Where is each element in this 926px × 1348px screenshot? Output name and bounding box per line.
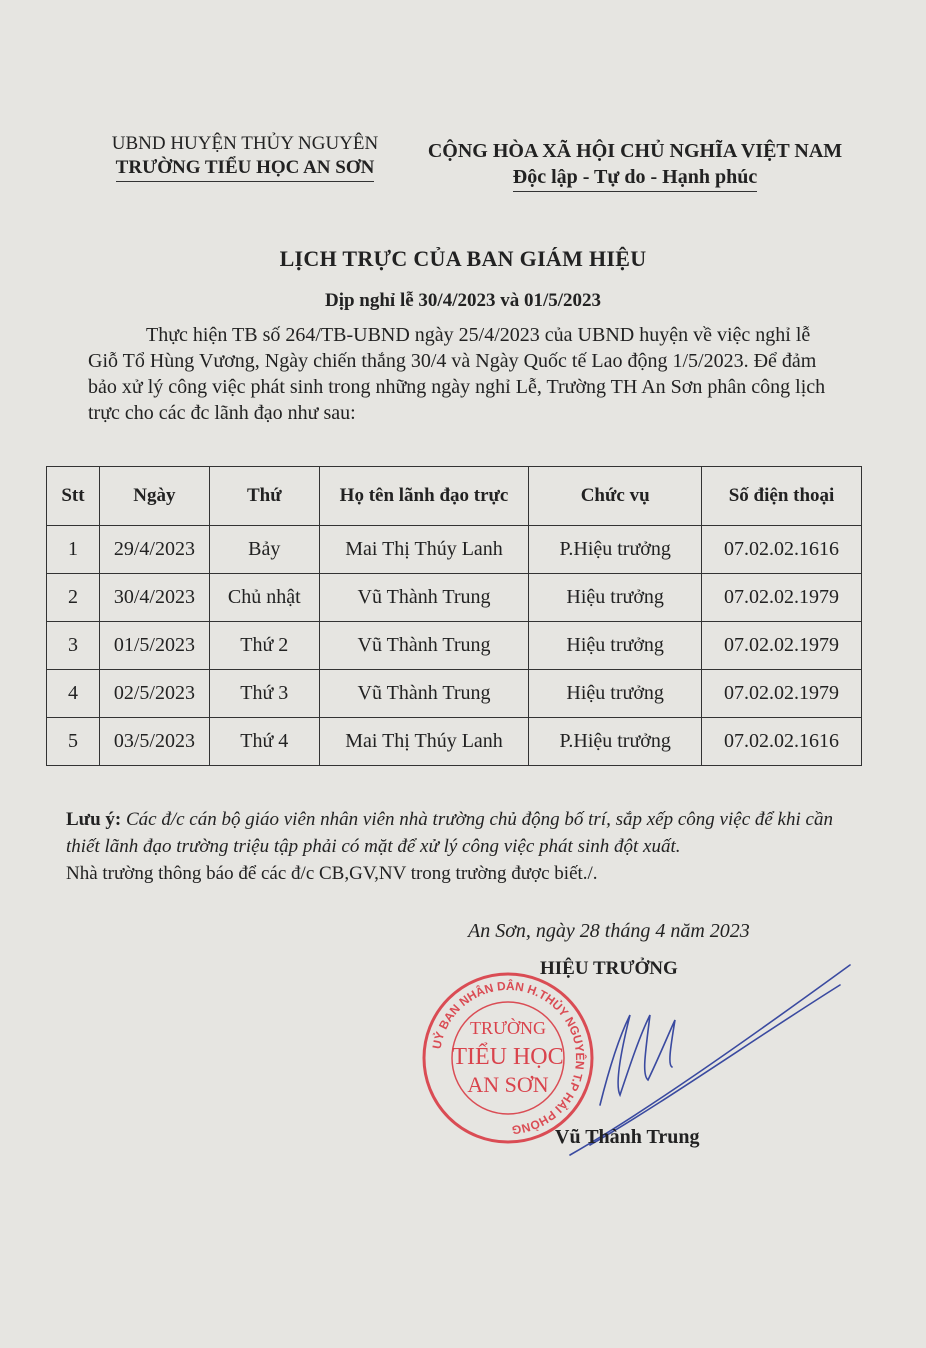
document-subtitle: Dịp nghỉ lễ 30/4/2023 và 01/5/2023 (324, 290, 602, 311)
table-row (47, 718, 862, 766)
signer-name: Vũ Thành Trung (555, 1126, 700, 1148)
seal-line-1: TRƯỜNG (470, 1018, 546, 1038)
table-cell: Vũ Thành Trung (319, 622, 529, 670)
table-cell: Mai Thị Thúy Lanh (319, 526, 529, 574)
column-header: Số điện thoại (702, 467, 862, 526)
seal-line-3: AN SƠN (467, 1072, 549, 1097)
table-header-row (47, 467, 862, 526)
table-row (47, 670, 862, 718)
table-cell: 07.02.02.1979 (702, 574, 862, 622)
issuing-authority (90, 132, 400, 182)
note-section (66, 806, 836, 887)
table-cell: 07.02.02.1616 (702, 718, 862, 766)
note-label: Lưu ý: (66, 809, 122, 830)
agency-name: UBND HUYỆN THỦY NGUYÊN (111, 133, 379, 154)
motto: Độc lập - Tự do - Hạnh phúc (415, 164, 855, 192)
table-cell: 02/5/2023 (99, 670, 209, 718)
table-cell: Bảy (209, 526, 319, 574)
intro-paragraph: Thực hiện TB số 264/TB-UBND ngày 25/4/2023 của UBND huyện về việc nghỉ lễ Giỗ Tổ Hùng Vương, Ngày chiến thắng 30/4 và Ngày Quốc tế Lao động 1/5/2023. Để đảm bảo xử lý công việc phát sinh trong những ngày nghỉ Lễ, Trường TH An Sơn phân công lịch trực cho các đc lãnh đạo như sau: (88, 324, 826, 424)
table-cell: Hiệu trưởng (529, 670, 702, 718)
table-cell: 03/5/2023 (99, 718, 209, 766)
table-cell: 07.02.02.1979 (702, 670, 862, 718)
table-cell: Hiệu trưởng (529, 574, 702, 622)
national-header (415, 138, 855, 192)
table-cell: Chủ nhật (209, 574, 319, 622)
place-date: An Sơn, ngày 28 tháng 4 năm 2023 (468, 920, 750, 942)
column-header: Ngày (99, 467, 209, 526)
table-cell: 07.02.02.1979 (702, 622, 862, 670)
column-header: Họ tên lãnh đạo trực (319, 467, 529, 526)
table-cell: 29/4/2023 (99, 526, 209, 574)
column-header: Chức vụ (529, 467, 702, 526)
signer-title: HIỆU TRƯỞNG (540, 958, 678, 979)
table-row (47, 574, 862, 622)
table-cell: 1 (47, 526, 100, 574)
duty-schedule-table (46, 466, 862, 766)
table-cell: 2 (47, 574, 100, 622)
table-cell: Thứ 2 (209, 622, 319, 670)
column-header: Stt (47, 467, 100, 526)
table-cell: P.Hiệu trưởng (529, 526, 702, 574)
table-cell: 30/4/2023 (99, 574, 209, 622)
table-row (47, 526, 862, 574)
document-title: LỊCH TRỰC CỦA BAN GIÁM HIỆU (279, 246, 647, 271)
table-cell: Hiệu trưởng (529, 622, 702, 670)
note-text: Lưu ý: Các đ/c cán bộ giáo viên nhân viên nhà trường chủ động bố trí, sắp xếp công việc để khi cần thiết lãnh đạo trường triệu tập phải có mặt để xử lý công việc phát sinh đột xuất. (66, 809, 833, 857)
table-cell: 3 (47, 622, 100, 670)
school-name: TRƯỜNG TIỂU HỌC AN SƠN (90, 156, 400, 182)
table-row (47, 622, 862, 670)
table-cell: 01/5/2023 (99, 622, 209, 670)
closing-text: Nhà trường thông báo để các đ/c CB,GV,NV trong trường được biết./. (66, 863, 598, 884)
table-cell: Mai Thị Thúy Lanh (319, 718, 529, 766)
table-cell: Thứ 4 (209, 718, 319, 766)
table-cell: 07.02.02.1616 (702, 526, 862, 574)
seal-line-2: TIỂU HỌC (452, 1044, 564, 1070)
seal-ring-text: UỶ BAN NHÂN DÂN H.THỦY NGUYÊN T.P HẢI PHÒNG (429, 978, 588, 1137)
table-cell: 4 (47, 670, 100, 718)
table-cell: Vũ Thành Trung (319, 670, 529, 718)
table-cell: Vũ Thành Trung (319, 574, 529, 622)
table-cell: P.Hiệu trưởng (529, 718, 702, 766)
table-cell: 5 (47, 718, 100, 766)
nation-name: CỘNG HÒA XÃ HỘI CHỦ NGHĨA VIỆT NAM (427, 140, 843, 162)
column-header: Thứ (209, 467, 319, 526)
table-cell: Thứ 3 (209, 670, 319, 718)
